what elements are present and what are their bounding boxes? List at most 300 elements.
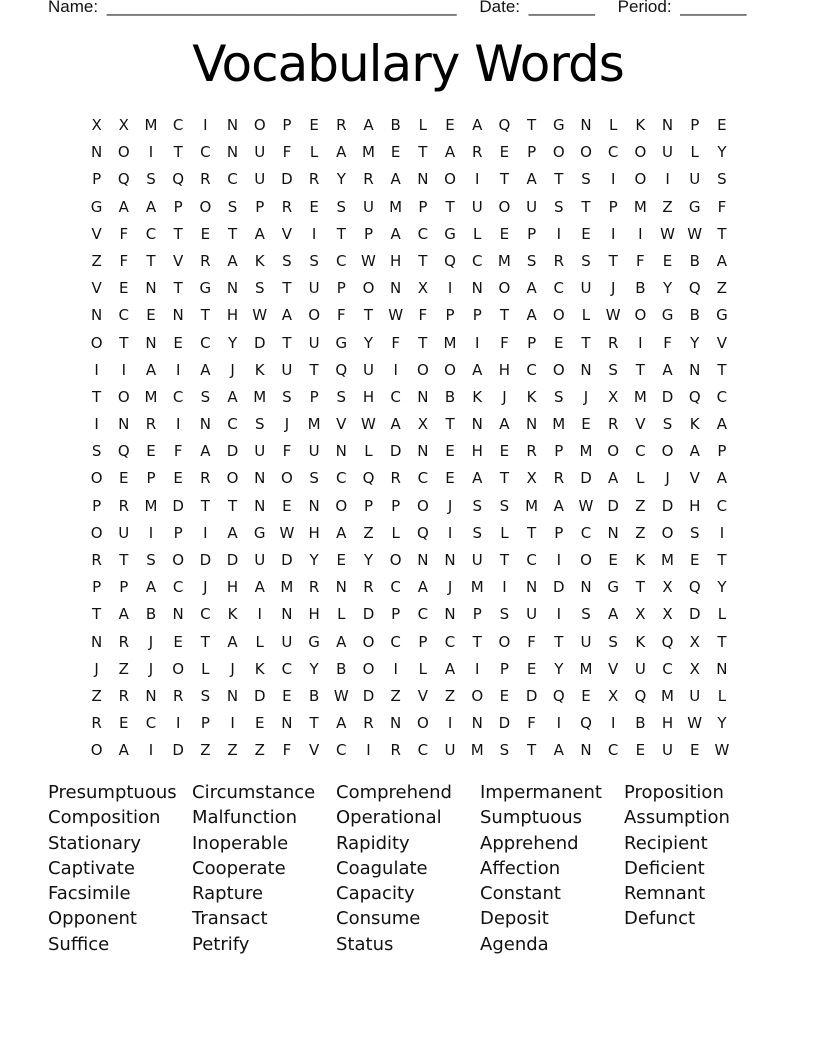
grid-cell[interactable]: O <box>498 632 511 651</box>
grid-cell[interactable]: R <box>200 170 211 189</box>
grid-cell[interactable]: X <box>526 469 537 488</box>
grid-cell[interactable]: A <box>472 116 483 134</box>
grid-cell[interactable]: G <box>661 306 674 325</box>
grid-cell[interactable]: T <box>282 279 292 298</box>
grid-cell[interactable]: B <box>444 387 456 406</box>
grid-cell[interactable]: A <box>390 224 401 243</box>
grid-cell[interactable]: Q <box>661 632 674 651</box>
grid-cell[interactable]: C <box>172 387 184 406</box>
grid-cell[interactable]: A <box>336 632 347 651</box>
grid-cell[interactable]: T <box>119 551 129 569</box>
grid-cell[interactable]: P <box>445 306 455 325</box>
grid-cell[interactable]: A <box>200 442 211 461</box>
grid-cell[interactable]: C <box>417 469 429 488</box>
grid-cell[interactable]: O <box>117 387 130 406</box>
grid-cell[interactable]: E <box>146 442 156 461</box>
grid-cell[interactable]: I <box>638 224 643 243</box>
grid-cell[interactable]: N <box>226 279 239 298</box>
grid-cell[interactable]: L <box>500 523 509 542</box>
grid-cell[interactable]: A <box>200 360 211 379</box>
grid-cell[interactable]: A <box>336 523 347 542</box>
grid-cell[interactable]: E <box>282 686 292 705</box>
grid-cell[interactable]: A <box>553 496 564 515</box>
grid-cell[interactable]: Q <box>117 442 130 461</box>
grid-cell[interactable]: C <box>200 333 211 352</box>
grid-cell[interactable]: A <box>336 143 347 162</box>
grid-cell[interactable]: H <box>471 442 483 461</box>
grid-cell[interactable]: B <box>635 279 646 298</box>
grid-cell[interactable]: R <box>118 496 129 515</box>
grid-cell[interactable]: Z <box>716 279 728 298</box>
grid-cell[interactable]: N <box>580 116 592 134</box>
grid-cell[interactable]: N <box>281 714 293 733</box>
grid-cell[interactable]: N <box>172 306 184 325</box>
grid-cell[interactable]: X <box>118 116 129 134</box>
grid-cell[interactable]: K <box>635 116 646 134</box>
grid-cell[interactable]: C <box>444 632 456 651</box>
grid-cell[interactable]: T <box>608 251 618 270</box>
grid-cell[interactable]: I <box>475 170 480 189</box>
grid-cell[interactable]: R <box>145 415 157 434</box>
grid-cell[interactable]: N <box>471 279 483 298</box>
grid-cell[interactable]: T <box>499 170 509 189</box>
grid-cell[interactable]: O <box>552 306 565 325</box>
grid-cell[interactable]: X <box>689 659 700 678</box>
grid-cell[interactable]: I <box>175 415 181 434</box>
grid-cell[interactable]: J <box>502 387 507 406</box>
grid-cell[interactable]: A <box>444 143 456 162</box>
grid-cell[interactable]: P <box>472 306 482 325</box>
grid-cell[interactable]: C <box>417 741 429 760</box>
grid-cell[interactable]: Z <box>444 686 456 705</box>
grid-cell[interactable]: M <box>552 415 566 434</box>
grid-cell[interactable]: S <box>309 469 319 488</box>
grid-cell[interactable]: Q <box>634 686 647 705</box>
grid-cell[interactable]: I <box>203 116 208 134</box>
grid-cell[interactable]: Z <box>635 523 646 542</box>
grid-cell[interactable]: P <box>119 578 129 597</box>
grid-cell[interactable]: S <box>717 170 727 189</box>
grid-cell[interactable]: E <box>581 415 591 434</box>
grid-cell[interactable]: S <box>254 415 265 434</box>
grid-cell[interactable]: C <box>390 387 401 406</box>
grid-cell[interactable]: R <box>308 578 320 597</box>
grid-cell[interactable]: C <box>471 251 483 270</box>
grid-cell[interactable]: A <box>526 279 537 298</box>
grid-cell[interactable]: L <box>717 605 727 624</box>
grid-cell[interactable]: M <box>144 116 158 134</box>
grid-cell[interactable]: R <box>363 578 374 597</box>
grid-cell[interactable]: E <box>336 551 347 569</box>
grid-cell[interactable]: P <box>146 469 156 488</box>
grid-cell[interactable]: U <box>471 197 483 216</box>
grid-cell[interactable]: L <box>717 686 727 705</box>
grid-cell[interactable]: U <box>254 170 266 189</box>
grid-cell[interactable]: E <box>717 116 727 134</box>
grid-cell[interactable]: Y <box>363 551 374 569</box>
grid-cell[interactable]: K <box>254 251 265 270</box>
grid-cell[interactable]: U <box>580 279 592 298</box>
grid-cell[interactable]: Z <box>254 741 265 760</box>
grid-cell[interactable]: S <box>336 197 347 216</box>
grid-cell[interactable]: D <box>281 170 293 189</box>
grid-cell[interactable]: S <box>146 551 156 569</box>
grid-cell[interactable]: F <box>336 306 346 325</box>
grid-cell[interactable]: A <box>227 251 238 270</box>
grid-cell[interactable]: N <box>118 415 130 434</box>
grid-cell[interactable]: L <box>608 116 618 134</box>
grid-cell[interactable]: F <box>500 333 509 352</box>
grid-cell[interactable]: U <box>308 442 320 461</box>
grid-cell[interactable]: P <box>92 496 102 515</box>
grid-cell[interactable]: V <box>91 224 102 243</box>
grid-cell[interactable]: A <box>689 442 700 461</box>
grid-cell[interactable]: F <box>391 333 400 352</box>
grid-cell[interactable]: G <box>90 197 103 216</box>
grid-cell[interactable]: O <box>362 632 375 651</box>
grid-cell[interactable]: D <box>688 605 701 624</box>
grid-cell[interactable]: S <box>554 387 564 406</box>
grid-cell[interactable]: F <box>282 741 292 760</box>
grid-cell[interactable]: Q <box>335 360 348 379</box>
grid-cell[interactable]: P <box>282 116 292 134</box>
grid-cell[interactable]: T <box>635 578 645 597</box>
grid-cell[interactable]: N <box>471 415 483 434</box>
grid-cell[interactable]: M <box>497 251 511 270</box>
grid-cell[interactable]: I <box>175 714 181 733</box>
grid-cell[interactable]: N <box>417 170 429 189</box>
grid-cell[interactable]: E <box>173 632 183 651</box>
grid-cell[interactable]: B <box>689 306 700 325</box>
grid-cell[interactable]: N <box>308 496 320 515</box>
grid-cell[interactable]: C <box>662 659 673 678</box>
grid-cell[interactable]: C <box>145 224 157 243</box>
grid-cell[interactable]: M <box>470 741 484 760</box>
grid-cell[interactable]: P <box>527 333 537 352</box>
grid-cell[interactable]: N <box>580 360 592 379</box>
grid-cell[interactable]: Q <box>688 578 701 597</box>
grid-cell[interactable]: H <box>689 496 701 515</box>
grid-cell[interactable]: C <box>200 143 211 162</box>
grid-cell[interactable]: U <box>634 659 646 678</box>
grid-cell[interactable]: O <box>199 197 212 216</box>
grid-cell[interactable]: O <box>607 442 620 461</box>
grid-cell[interactable]: M <box>470 578 484 597</box>
grid-cell[interactable]: A <box>662 360 673 379</box>
grid-cell[interactable]: T <box>282 333 292 352</box>
grid-cell[interactable]: W <box>578 496 594 515</box>
grid-cell[interactable]: R <box>336 116 347 134</box>
grid-cell[interactable]: I <box>230 714 235 733</box>
grid-cell[interactable]: C <box>118 306 130 325</box>
grid-cell[interactable]: E <box>526 659 537 678</box>
grid-cell[interactable]: O <box>444 170 456 189</box>
grid-cell[interactable]: O <box>90 333 103 352</box>
grid-cell[interactable]: B <box>336 659 347 678</box>
grid-cell[interactable]: G <box>607 578 619 597</box>
grid-cell[interactable]: Y <box>690 333 700 352</box>
grid-cell[interactable]: D <box>226 442 239 461</box>
grid-cell[interactable]: D <box>362 605 375 624</box>
grid-cell[interactable]: E <box>445 442 455 461</box>
grid-cell[interactable]: I <box>556 714 561 733</box>
grid-cell[interactable]: T <box>309 360 319 379</box>
grid-cell[interactable]: T <box>717 551 727 569</box>
grid-cell[interactable]: N <box>390 279 402 298</box>
grid-cell[interactable]: A <box>254 578 265 597</box>
grid-cell[interactable]: E <box>119 714 129 733</box>
grid-cell[interactable]: K <box>254 659 265 678</box>
grid-cell[interactable]: K <box>635 632 646 651</box>
grid-cell[interactable]: D <box>525 686 538 705</box>
grid-cell[interactable]: Q <box>444 251 456 270</box>
grid-cell[interactable]: I <box>475 333 480 352</box>
grid-cell[interactable]: N <box>417 387 429 406</box>
grid-cell[interactable]: P <box>527 143 537 162</box>
grid-cell[interactable]: H <box>308 605 320 624</box>
grid-cell[interactable]: I <box>393 659 398 678</box>
grid-cell[interactable]: Y <box>717 143 727 162</box>
grid-cell[interactable]: N <box>145 279 157 298</box>
grid-cell[interactable]: W <box>687 224 703 243</box>
grid-cell[interactable]: M <box>579 659 593 678</box>
grid-cell[interactable]: S <box>581 170 591 189</box>
grid-cell[interactable]: F <box>173 442 183 461</box>
grid-cell[interactable]: D <box>661 387 674 406</box>
grid-cell[interactable]: T <box>336 224 346 243</box>
grid-cell[interactable]: X <box>417 279 428 298</box>
grid-cell[interactable]: O <box>117 143 130 162</box>
grid-cell[interactable]: C <box>172 116 184 134</box>
grid-cell[interactable]: W <box>714 741 730 760</box>
grid-cell[interactable]: T <box>499 469 509 488</box>
grid-cell[interactable]: F <box>636 251 645 270</box>
grid-cell[interactable]: T <box>527 741 537 760</box>
grid-cell[interactable]: T <box>445 197 455 216</box>
grid-cell[interactable]: P <box>363 224 373 243</box>
grid-cell[interactable]: C <box>526 551 537 569</box>
grid-cell[interactable]: T <box>717 224 727 243</box>
grid-cell[interactable]: L <box>391 523 400 542</box>
grid-cell[interactable]: A <box>254 224 265 243</box>
grid-cell[interactable]: E <box>390 143 401 162</box>
grid-cell[interactable]: S <box>472 523 482 542</box>
grid-cell[interactable]: Z <box>635 496 646 515</box>
grid-cell[interactable]: S <box>608 360 618 379</box>
grid-cell[interactable]: W <box>252 306 268 325</box>
grid-cell[interactable]: Q <box>552 686 565 705</box>
grid-cell[interactable]: E <box>146 306 156 325</box>
grid-cell[interactable]: T <box>92 387 102 406</box>
grid-cell[interactable]: D <box>362 686 375 705</box>
grid-cell[interactable]: E <box>581 224 591 243</box>
grid-cell[interactable]: E <box>173 469 183 488</box>
grid-cell[interactable]: G <box>552 116 565 134</box>
grid-cell[interactable]: P <box>527 224 537 243</box>
grid-cell[interactable]: O <box>253 116 266 134</box>
grid-cell[interactable]: Q <box>688 387 701 406</box>
grid-cell[interactable]: N <box>525 578 538 597</box>
grid-cell[interactable]: I <box>94 415 99 434</box>
grid-cell[interactable]: H <box>498 360 511 379</box>
grid-cell[interactable]: Z <box>227 741 238 760</box>
grid-cell[interactable]: V <box>608 659 619 678</box>
grid-cell[interactable]: J <box>610 279 616 298</box>
grid-cell[interactable]: S <box>200 686 211 705</box>
grid-cell[interactable]: S <box>336 387 347 406</box>
grid-cell[interactable]: N <box>335 442 347 461</box>
grid-cell[interactable]: L <box>337 605 346 624</box>
grid-cell[interactable]: S <box>662 415 673 434</box>
grid-cell[interactable]: N <box>580 741 592 760</box>
grid-cell[interactable]: M <box>280 578 294 597</box>
grid-cell[interactable]: Z <box>91 251 102 270</box>
grid-cell[interactable]: E <box>309 197 319 216</box>
grid-cell[interactable]: S <box>282 251 292 270</box>
grid-cell[interactable]: L <box>581 306 591 325</box>
grid-cell[interactable]: M <box>579 442 593 461</box>
grid-cell[interactable]: C <box>716 496 728 515</box>
grid-cell[interactable]: A <box>716 469 728 488</box>
grid-cell[interactable]: E <box>499 143 510 162</box>
grid-cell[interactable]: V <box>173 251 184 270</box>
grid-cell[interactable]: O <box>634 143 647 162</box>
grid-cell[interactable]: O <box>444 360 456 379</box>
grid-cell[interactable]: E <box>445 116 455 134</box>
grid-cell[interactable]: C <box>417 605 429 624</box>
grid-cell[interactable]: C <box>336 251 347 270</box>
grid-cell[interactable]: A <box>118 605 129 624</box>
grid-cell[interactable]: M <box>389 197 403 216</box>
grid-cell[interactable]: P <box>92 170 102 189</box>
grid-cell[interactable]: T <box>418 333 428 352</box>
grid-cell[interactable]: Y <box>662 279 673 298</box>
grid-cell[interactable]: T <box>92 605 102 624</box>
grid-cell[interactable]: J <box>203 578 208 597</box>
grid-cell[interactable]: M <box>443 333 457 352</box>
grid-cell[interactable]: T <box>227 496 238 515</box>
grid-cell[interactable]: U <box>281 360 293 379</box>
grid-cell[interactable]: T <box>499 551 509 569</box>
grid-cell[interactable]: R <box>363 170 374 189</box>
grid-cell[interactable]: R <box>553 251 564 270</box>
grid-cell[interactable]: I <box>311 224 317 243</box>
grid-cell[interactable]: T <box>581 333 591 352</box>
grid-cell[interactable]: Q <box>580 714 592 733</box>
grid-cell[interactable]: Y <box>309 551 319 569</box>
grid-cell[interactable]: U <box>662 143 674 162</box>
grid-cell[interactable]: O <box>498 279 511 298</box>
grid-cell[interactable]: Y <box>227 333 238 352</box>
grid-cell[interactable]: U <box>526 605 538 624</box>
grid-cell[interactable]: C <box>281 659 293 678</box>
grid-cell[interactable]: I <box>475 659 480 678</box>
grid-cell[interactable]: Q <box>498 116 511 134</box>
grid-cell[interactable]: T <box>717 360 727 379</box>
grid-cell[interactable]: P <box>717 442 727 461</box>
grid-cell[interactable]: E <box>499 686 510 705</box>
grid-cell[interactable]: L <box>201 659 210 678</box>
grid-cell[interactable]: S <box>499 496 510 515</box>
grid-cell[interactable]: P <box>92 578 102 597</box>
grid-cell[interactable]: I <box>502 578 507 597</box>
grid-cell[interactable]: R <box>91 551 102 569</box>
grid-cell[interactable]: I <box>366 741 371 760</box>
grid-cell[interactable]: J <box>230 360 235 379</box>
grid-cell[interactable]: M <box>144 387 158 406</box>
grid-cell[interactable]: D <box>607 496 619 515</box>
grid-cell[interactable]: G <box>308 632 320 651</box>
grid-cell[interactable]: S <box>146 170 156 189</box>
grid-cell[interactable]: N <box>335 578 347 597</box>
grid-cell[interactable]: V <box>417 686 428 705</box>
grid-cell[interactable]: T <box>146 251 156 270</box>
grid-cell[interactable]: Z <box>662 197 673 216</box>
grid-cell[interactable]: Y <box>554 659 564 678</box>
grid-cell[interactable]: Z <box>363 523 374 542</box>
grid-cell[interactable]: I <box>148 523 154 542</box>
grid-cell[interactable]: I <box>556 224 561 243</box>
grid-cell[interactable]: O <box>416 496 429 515</box>
grid-cell[interactable]: R <box>200 251 211 270</box>
grid-cell[interactable]: U <box>308 279 320 298</box>
grid-cell[interactable]: E <box>499 224 510 243</box>
grid-cell[interactable]: Z <box>91 686 102 705</box>
grid-cell[interactable]: R <box>607 333 619 352</box>
grid-cell[interactable]: W <box>605 306 621 325</box>
grid-cell[interactable]: S <box>499 741 510 760</box>
grid-cell[interactable]: O <box>172 551 185 569</box>
grid-cell[interactable]: M <box>361 143 375 162</box>
grid-cell[interactable]: U <box>662 741 674 760</box>
grid-cell[interactable]: C <box>526 360 537 379</box>
grid-cell[interactable]: E <box>309 116 319 134</box>
grid-cell[interactable]: D <box>553 578 565 597</box>
grid-cell[interactable]: O <box>172 659 185 678</box>
grid-cell[interactable]: T <box>227 224 238 243</box>
grid-cell[interactable]: A <box>716 251 728 270</box>
grid-cell[interactable]: O <box>90 469 103 488</box>
grid-cell[interactable]: F <box>527 632 536 651</box>
grid-cell[interactable]: A <box>281 306 293 325</box>
grid-cell[interactable]: X <box>417 415 428 434</box>
grid-cell[interactable]: U <box>281 632 293 651</box>
grid-cell[interactable]: W <box>660 224 675 243</box>
grid-cell[interactable]: S <box>689 523 700 542</box>
grid-cell[interactable]: S <box>581 251 591 270</box>
grid-cell[interactable]: M <box>633 197 647 216</box>
grid-cell[interactable]: A <box>417 578 428 597</box>
grid-cell[interactable]: E <box>689 551 700 569</box>
grid-cell[interactable]: E <box>581 686 591 705</box>
grid-cell[interactable]: C <box>227 415 238 434</box>
grid-cell[interactable]: D <box>253 333 266 352</box>
grid-cell[interactable]: A <box>227 523 238 542</box>
grid-cell[interactable]: N <box>90 632 103 651</box>
grid-cell[interactable]: F <box>119 224 129 243</box>
grid-cell[interactable]: C <box>716 387 728 406</box>
grid-cell[interactable]: J <box>447 496 453 515</box>
grid-cell[interactable]: A <box>363 116 374 134</box>
grid-cell[interactable]: O <box>362 279 375 298</box>
grid-cell[interactable]: I <box>556 605 561 624</box>
grid-cell[interactable]: O <box>281 469 293 488</box>
grid-cell[interactable]: T <box>418 143 428 162</box>
grid-cell[interactable]: Y <box>363 333 374 352</box>
grid-cell[interactable]: I <box>393 360 398 379</box>
grid-cell[interactable]: T <box>581 197 591 216</box>
grid-cell[interactable]: U <box>526 197 538 216</box>
